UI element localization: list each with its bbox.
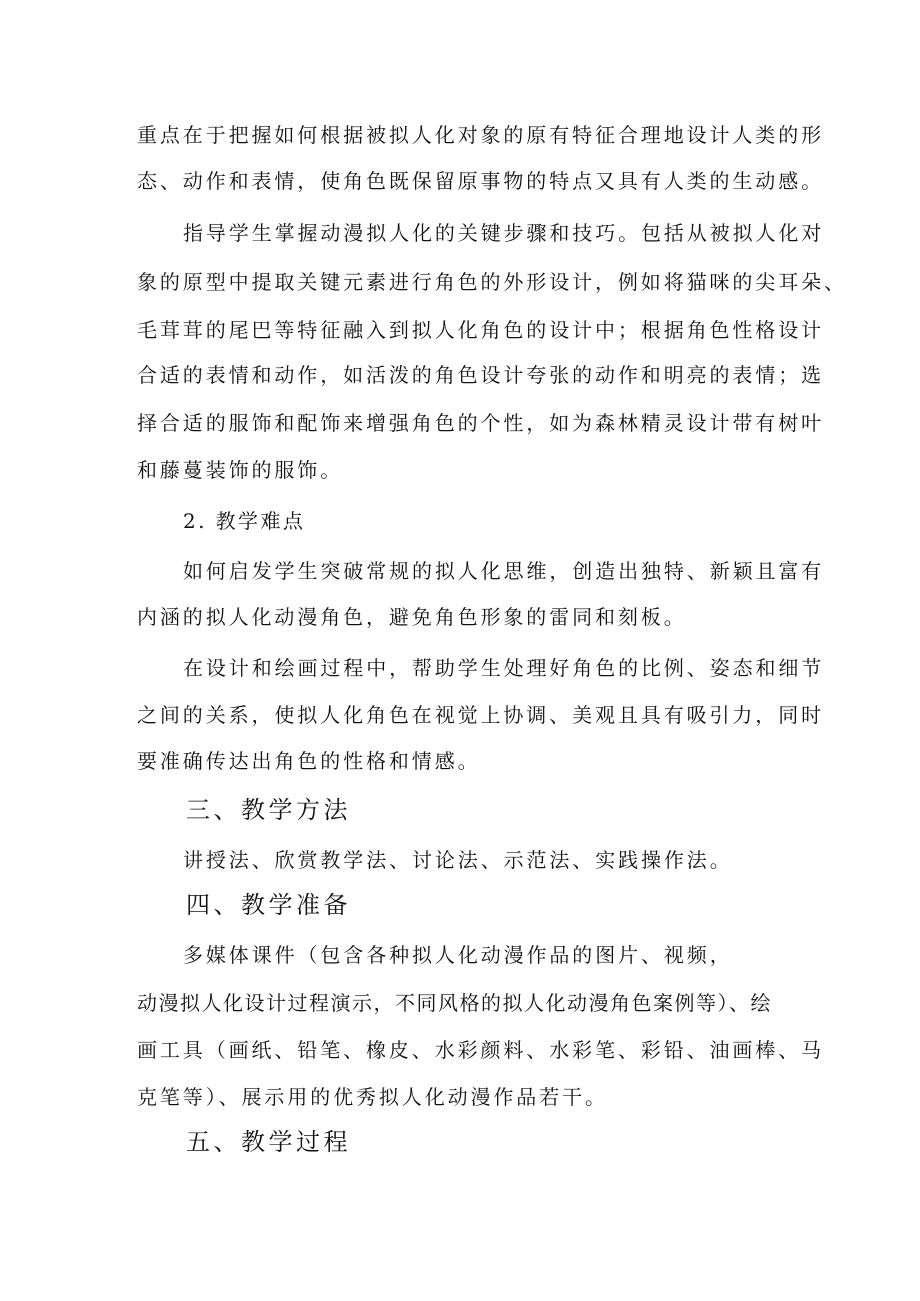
paragraph-line: 画工具（画纸、铅笔、橡皮、水彩颜料、水彩笔、彩铅、油画棒、马 [137, 1038, 824, 1062]
paragraph-line: 重点在于把握如何根据被拟人化对象的原有特征合理地设计人类的形 [137, 123, 824, 147]
paragraph-line: 要准确传达出角色的性格和情感。 [137, 749, 481, 773]
paragraph-line: 动漫拟人化设计过程演示，不同风格的拟人化动漫角色案例等）、绘 [137, 991, 772, 1015]
paragraph-line: 讲授法、欣赏教学法、讨论法、示范法、实践操作法。 [183, 848, 733, 872]
paragraph-line: 合适的表情和动作，如活泼的角色设计夸张的动作和明亮的表情；选 [137, 363, 824, 387]
paragraph-line: 之间的关系，使拟人化角色在视觉上协调、美观且具有吸引力，同时 [137, 703, 824, 727]
paragraph-line: 多媒体课件（包含各种拟人化动漫作品的图片、视频， [183, 943, 733, 967]
section-heading-teaching-preparation: 四、教学准备 [186, 891, 351, 919]
paragraph-line: 择合适的服饰和配饰来增强角色的个性，如为森林精灵设计带有树叶 [137, 411, 824, 435]
paragraph-line: 象的原型中提取关键元素进行角色的外形设计，例如将猫咪的尖耳朵、 [137, 270, 847, 294]
paragraph-line: 如何启发学生突破常规的拟人化思维，创造出独特、新颖且富有 [183, 559, 825, 583]
paragraph-line: 和藤蔓装饰的服饰。 [137, 458, 344, 482]
section-heading-teaching-process: 五、教学过程 [186, 1128, 351, 1156]
paragraph-line: 在设计和绘画过程中，帮助学生处理好角色的比例、姿态和细节 [183, 656, 825, 680]
section-heading-teaching-methods: 三、教学方法 [186, 796, 351, 824]
paragraph-line: 内涵的拟人化动漫角色，避免角色形象的雷同和刻板。 [137, 605, 687, 629]
paragraph-line: 态、动作和表情，使角色既保留原事物的特点又具有人类的生动感。 [137, 169, 824, 193]
subsection-heading: 2. 教学难点 [183, 509, 306, 533]
paragraph-line: 克笔等）、展示用的优秀拟人化动漫作品若干。 [137, 1085, 608, 1109]
paragraph-line: 指导学生掌握动漫拟人化的关键步骤和技巧。包括从被拟人化对 [183, 221, 825, 245]
paragraph-line: 毛茸茸的尾巴等特征融入到拟人化角色的设计中；根据角色性格设计 [137, 318, 824, 342]
